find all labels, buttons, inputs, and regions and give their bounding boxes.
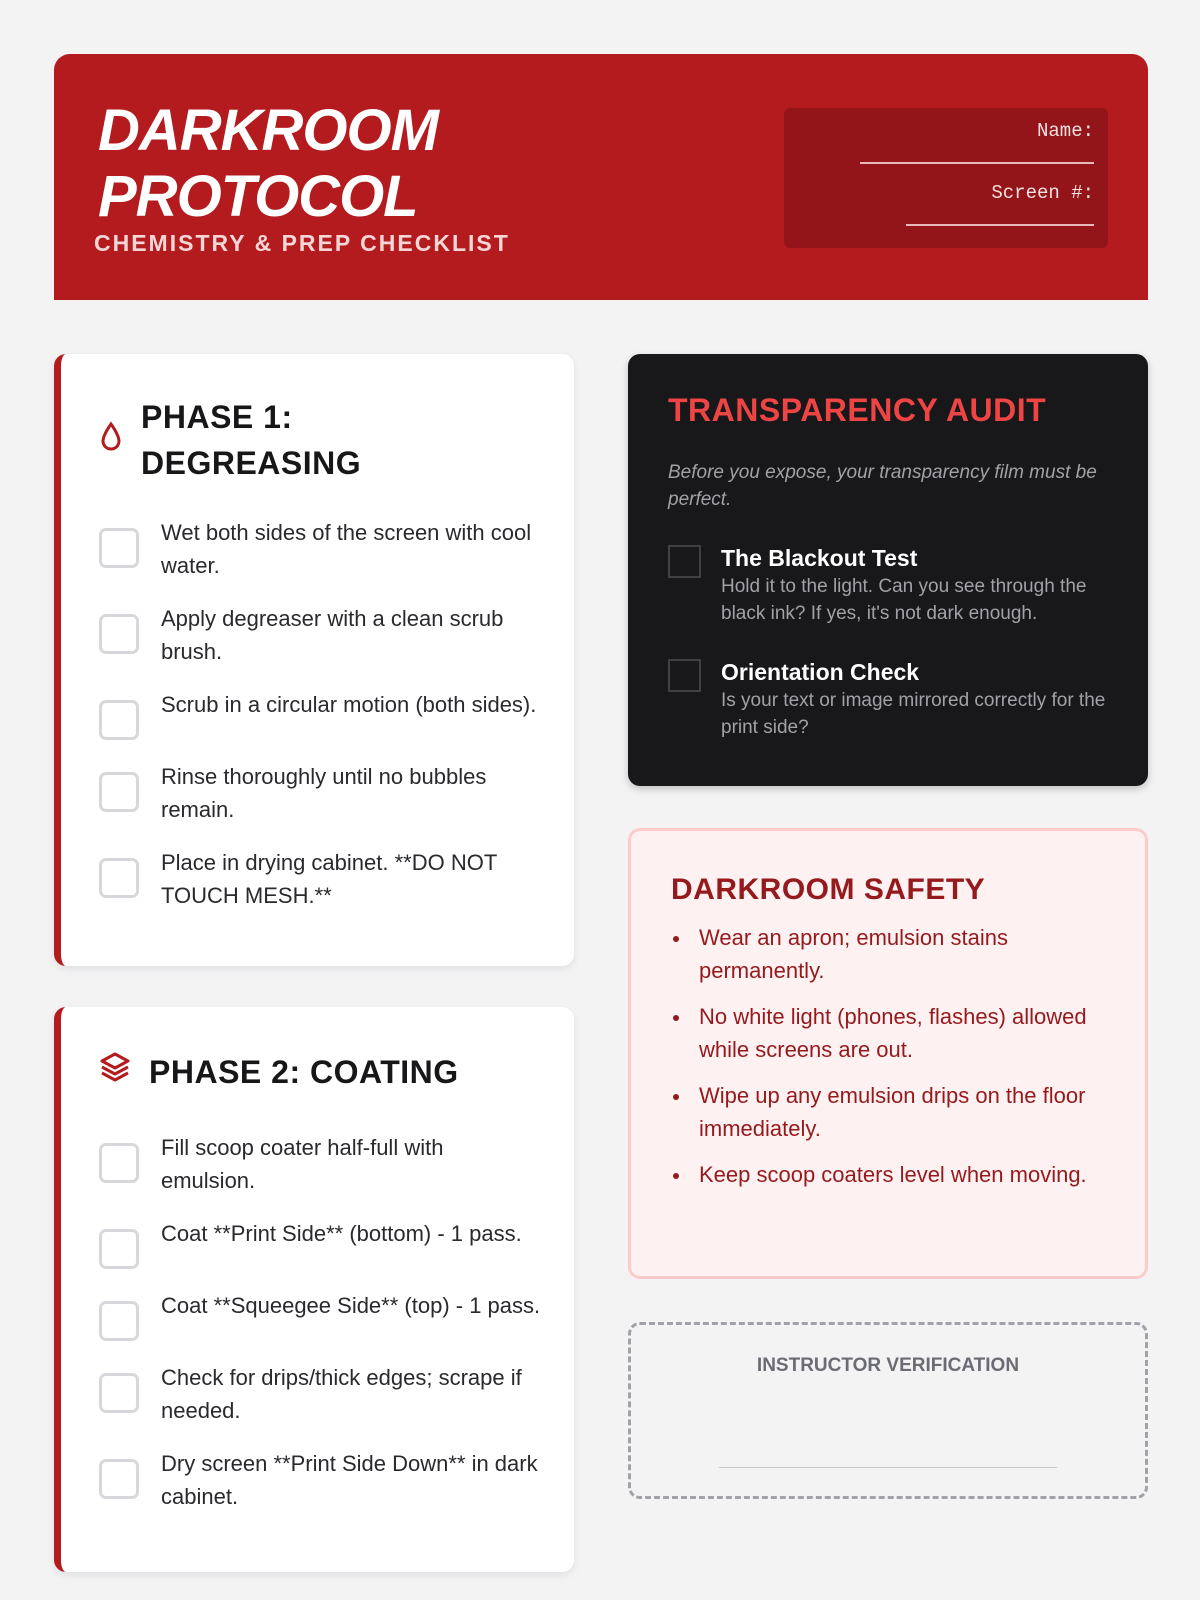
audit-title: TRANSPARENCY AUDIT — [668, 392, 1047, 428]
audit-item-title: The Blackout Test — [721, 545, 918, 571]
page-subtitle: CHEMISTRY & PREP CHECKLIST — [94, 230, 510, 256]
audit-item[interactable] — [668, 543, 1108, 627]
checkbox[interactable] — [99, 700, 139, 740]
item-text: Wet both sides of the screen with cool water. — [161, 520, 532, 578]
page-title — [98, 98, 438, 230]
checkbox[interactable] — [99, 772, 139, 812]
checkbox[interactable] — [99, 1229, 139, 1269]
checkbox[interactable] — [99, 1301, 139, 1341]
item-text: Check for drips/thick edges; scrape if needed. — [161, 1365, 522, 1423]
droplet-icon — [99, 417, 123, 463]
darkroom-safety-card — [628, 828, 1148, 1279]
item-text: Fill scoop coater half-full with emulsion. — [161, 1135, 444, 1193]
audit-item-desc: Is your text or image mirrored correctly for the print side? — [721, 690, 1106, 738]
student-info-box — [784, 108, 1108, 248]
header-banner — [54, 54, 1148, 300]
checklist-item[interactable] — [99, 1447, 574, 1513]
checkbox[interactable] — [99, 1459, 139, 1499]
safety-item: Wipe up any emulsion drips on the floor immediately. — [671, 1079, 1091, 1145]
instructor-verification-box — [628, 1322, 1148, 1499]
audit-item[interactable] — [668, 657, 1108, 741]
checkbox[interactable] — [99, 1143, 139, 1183]
item-text: Scrub in a circular motion (both sides). — [161, 692, 537, 717]
title-line-2: PROTOCOL — [98, 164, 418, 229]
item-text: Rinse thoroughly until no bubbles remain. — [161, 764, 487, 822]
checklist-item[interactable] — [99, 516, 574, 582]
item-text: Coat **Print Side** (bottom) - 1 pass. — [161, 1221, 522, 1246]
checklist-item[interactable] — [99, 1131, 574, 1197]
name-label: Name: — [1036, 120, 1094, 142]
safety-item: Keep scoop coaters level when moving. — [671, 1158, 1091, 1191]
transparency-audit-card — [628, 354, 1148, 786]
item-text: Place in drying cabinet. **DO NOT TOUCH MESH.** — [161, 850, 497, 908]
safety-list — [671, 921, 1105, 1191]
checkbox[interactable] — [99, 1373, 139, 1413]
checkbox[interactable] — [99, 614, 139, 654]
item-text: Dry screen **Print Side Down** in dark cabinet. — [161, 1451, 538, 1509]
layers-icon — [99, 1049, 131, 1095]
phase-2-card — [54, 1007, 574, 1572]
checklist-item[interactable] — [99, 1361, 574, 1427]
phase-1-title-line-1: PHASE 1: — [141, 399, 293, 435]
title-line-1: DARKROOM — [98, 98, 438, 163]
name-field[interactable] — [860, 162, 1094, 164]
screen-number-field[interactable] — [906, 224, 1094, 226]
checkbox[interactable] — [668, 545, 701, 578]
audit-item-desc: Hold it to the light. Can you see through the black ink? If yes, it's not dark enough. — [721, 576, 1087, 624]
checklist-item[interactable] — [99, 1217, 574, 1269]
checklist-item[interactable] — [99, 688, 574, 740]
safety-item: Wear an apron; emulsion stains permanently. — [671, 921, 1091, 987]
checklist-item[interactable] — [99, 1289, 574, 1341]
checklist-item[interactable] — [99, 760, 574, 826]
phase-2-title: PHASE 2: COATING — [149, 1054, 459, 1090]
audit-item-title: Orientation Check — [721, 659, 920, 685]
screen-number-label: Screen #: — [991, 182, 1094, 204]
signature-line[interactable] — [719, 1467, 1057, 1468]
checkbox[interactable] — [99, 528, 139, 568]
checklist-item[interactable] — [99, 602, 574, 668]
checkbox[interactable] — [668, 659, 701, 692]
verification-label: INSTRUCTOR VERIFICATION — [756, 1355, 1020, 1376]
phase-1-heading — [99, 394, 574, 486]
phase-1-card — [54, 354, 574, 966]
item-text: Apply degreaser with a clean scrub brush. — [161, 606, 504, 664]
checkbox[interactable] — [99, 858, 139, 898]
checklist-item[interactable] — [99, 846, 574, 912]
phase-1-title-line-2: DEGREASING — [141, 445, 362, 481]
safety-title: DARKROOM SAFETY — [671, 873, 986, 906]
safety-item: No white light (phones, flashes) allowed while screens are out. — [671, 1000, 1091, 1066]
item-text: Coat **Squeegee Side** (top) - 1 pass. — [161, 1293, 541, 1318]
phase-2-heading — [99, 1049, 574, 1095]
audit-intro: Before you expose, your transparency film must be perfect. — [668, 462, 1097, 510]
